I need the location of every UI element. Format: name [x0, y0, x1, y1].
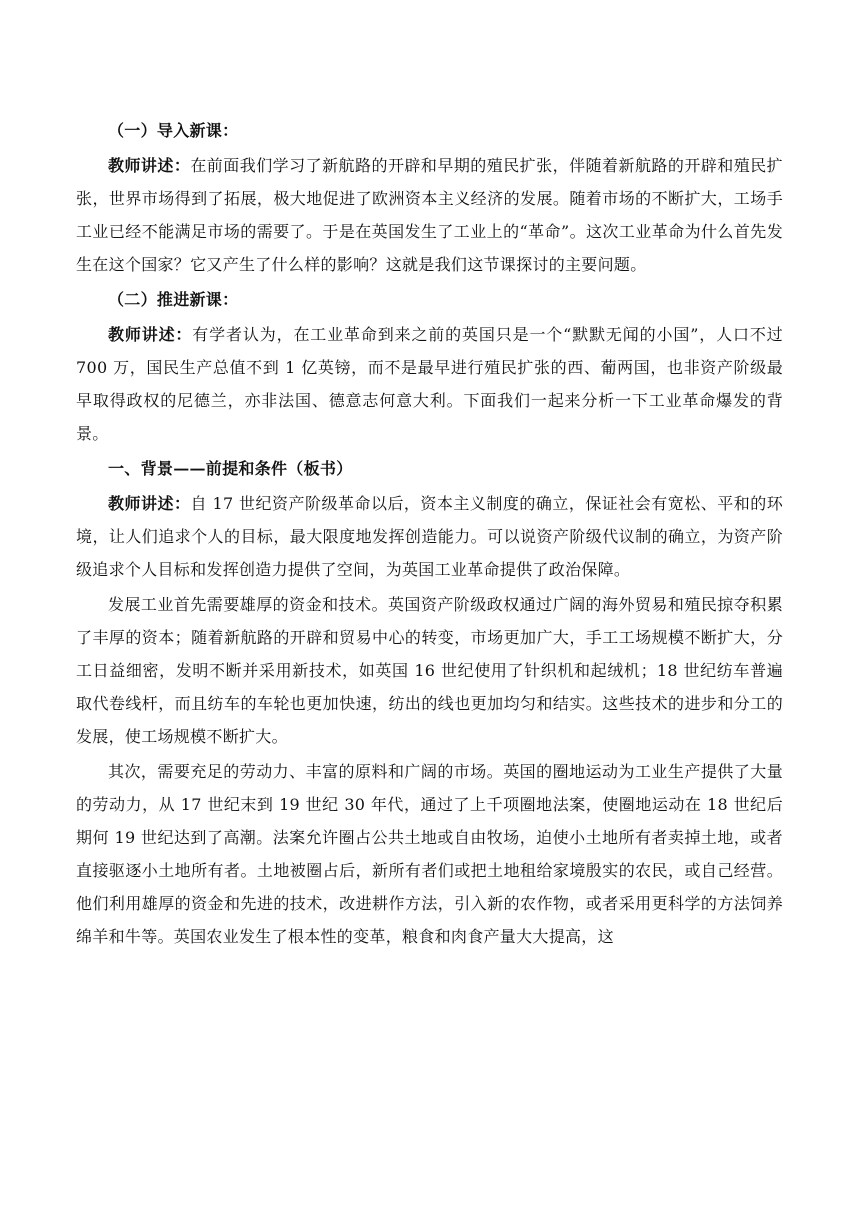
paragraph-intro: [76, 149, 783, 281]
paragraph-text: 在前面我们学习了新航路的开辟和早期的殖民扩张，伴随着新航路的开辟和殖民扩张，世界市场得到了拓展，极大地促进了欧洲资本主义经济的发展。随着市场的不断扩大，工场手工业已经不能满足市场的需要了。于是在英国发生了工业上的“革命”。这次工业革命为什么首先发生在这个国家？它又产生了什么样的影响？这就是我们这节课探讨的主要问题。: [76, 156, 783, 274]
paragraph-label: 教师讲述：: [108, 325, 193, 344]
section-heading-intro: （一）导入新课：: [108, 121, 239, 140]
paragraph-background-2: 发展工业首先需要雄厚的资金和技术。英国资产阶级政权通过广阔的海外贸易和殖民掠夺积累了丰厚的资本；随着新航路的开辟和贸易中心的转变，市场更加广大，手工工场规模不断扩大，分工日益细密，发明不断并采用新技术，如英国 16 世纪使用了针织机和起绒机；18 世纪纺车普遍取代卷线杆，而且纺车的车轮也更加快速，纺出的线也更加均匀和结实。这些技术的进步和分工的发展，使工场规模不断扩大。: [76, 595, 783, 746]
section-heading-advance: （二）推进新课：: [108, 290, 239, 309]
paragraph-text: 有学者认为，在工业革命到来之前的英国只是一个“默默无闻的小国”，人口不过 700 万，国民生产总值不到 1 亿英镑，而不是最早进行殖民扩张的西、葡两国，也非资产阶级最早取得政权的尼德兰，亦非法国、德意志何意大利。下面我们一起来分析一下工业革命爆发的背景。: [76, 325, 783, 443]
paragraph-background-1: [76, 487, 783, 586]
paragraph-label: 教师讲述：: [108, 494, 191, 513]
paragraph-advance: [76, 318, 783, 450]
document-body: [76, 114, 783, 953]
paragraph-label: 教师讲述：: [108, 156, 191, 175]
paragraph-background-3: 其次，需要充足的劳动力、丰富的原料和广阔的市场。英国的圈地运动为工业生产提供了大量的劳动力，从 17 世纪末到 19 世纪 30 年代，通过了上千项圈地法案，使圈地运动在 18 世纪后期何 19 世纪达到了高潮。法案允许圈占公共土地或自由牧场，迫使小土地所有者卖掉土地，或者直接驱逐小土地所有者。土地被圈占后，新所有者们或把土地租给家境殷实的农民，或自己经营。他们利用雄厚的资金和先进的技术，改进耕作方法，引入新的农作物，或者采用更科学的方法饲养绵羊和牛等。英国农业发生了根本性的变革，粮食和肉食产量大大提高，这: [76, 762, 783, 946]
paragraph-text: 自 17 世纪资产阶级革命以后，资本主义制度的确立，保证社会有宽松、平和的环境，让人们追求个人的目标，最大限度地发挥创造能力。可以说资产阶级代议制的确立，为资产阶级追求个人目标和发挥创造力提供了空间，为英国工业革命提供了政治保障。: [76, 494, 783, 579]
section-heading-background: 一、背景——前提和条件（板书）: [108, 459, 353, 478]
